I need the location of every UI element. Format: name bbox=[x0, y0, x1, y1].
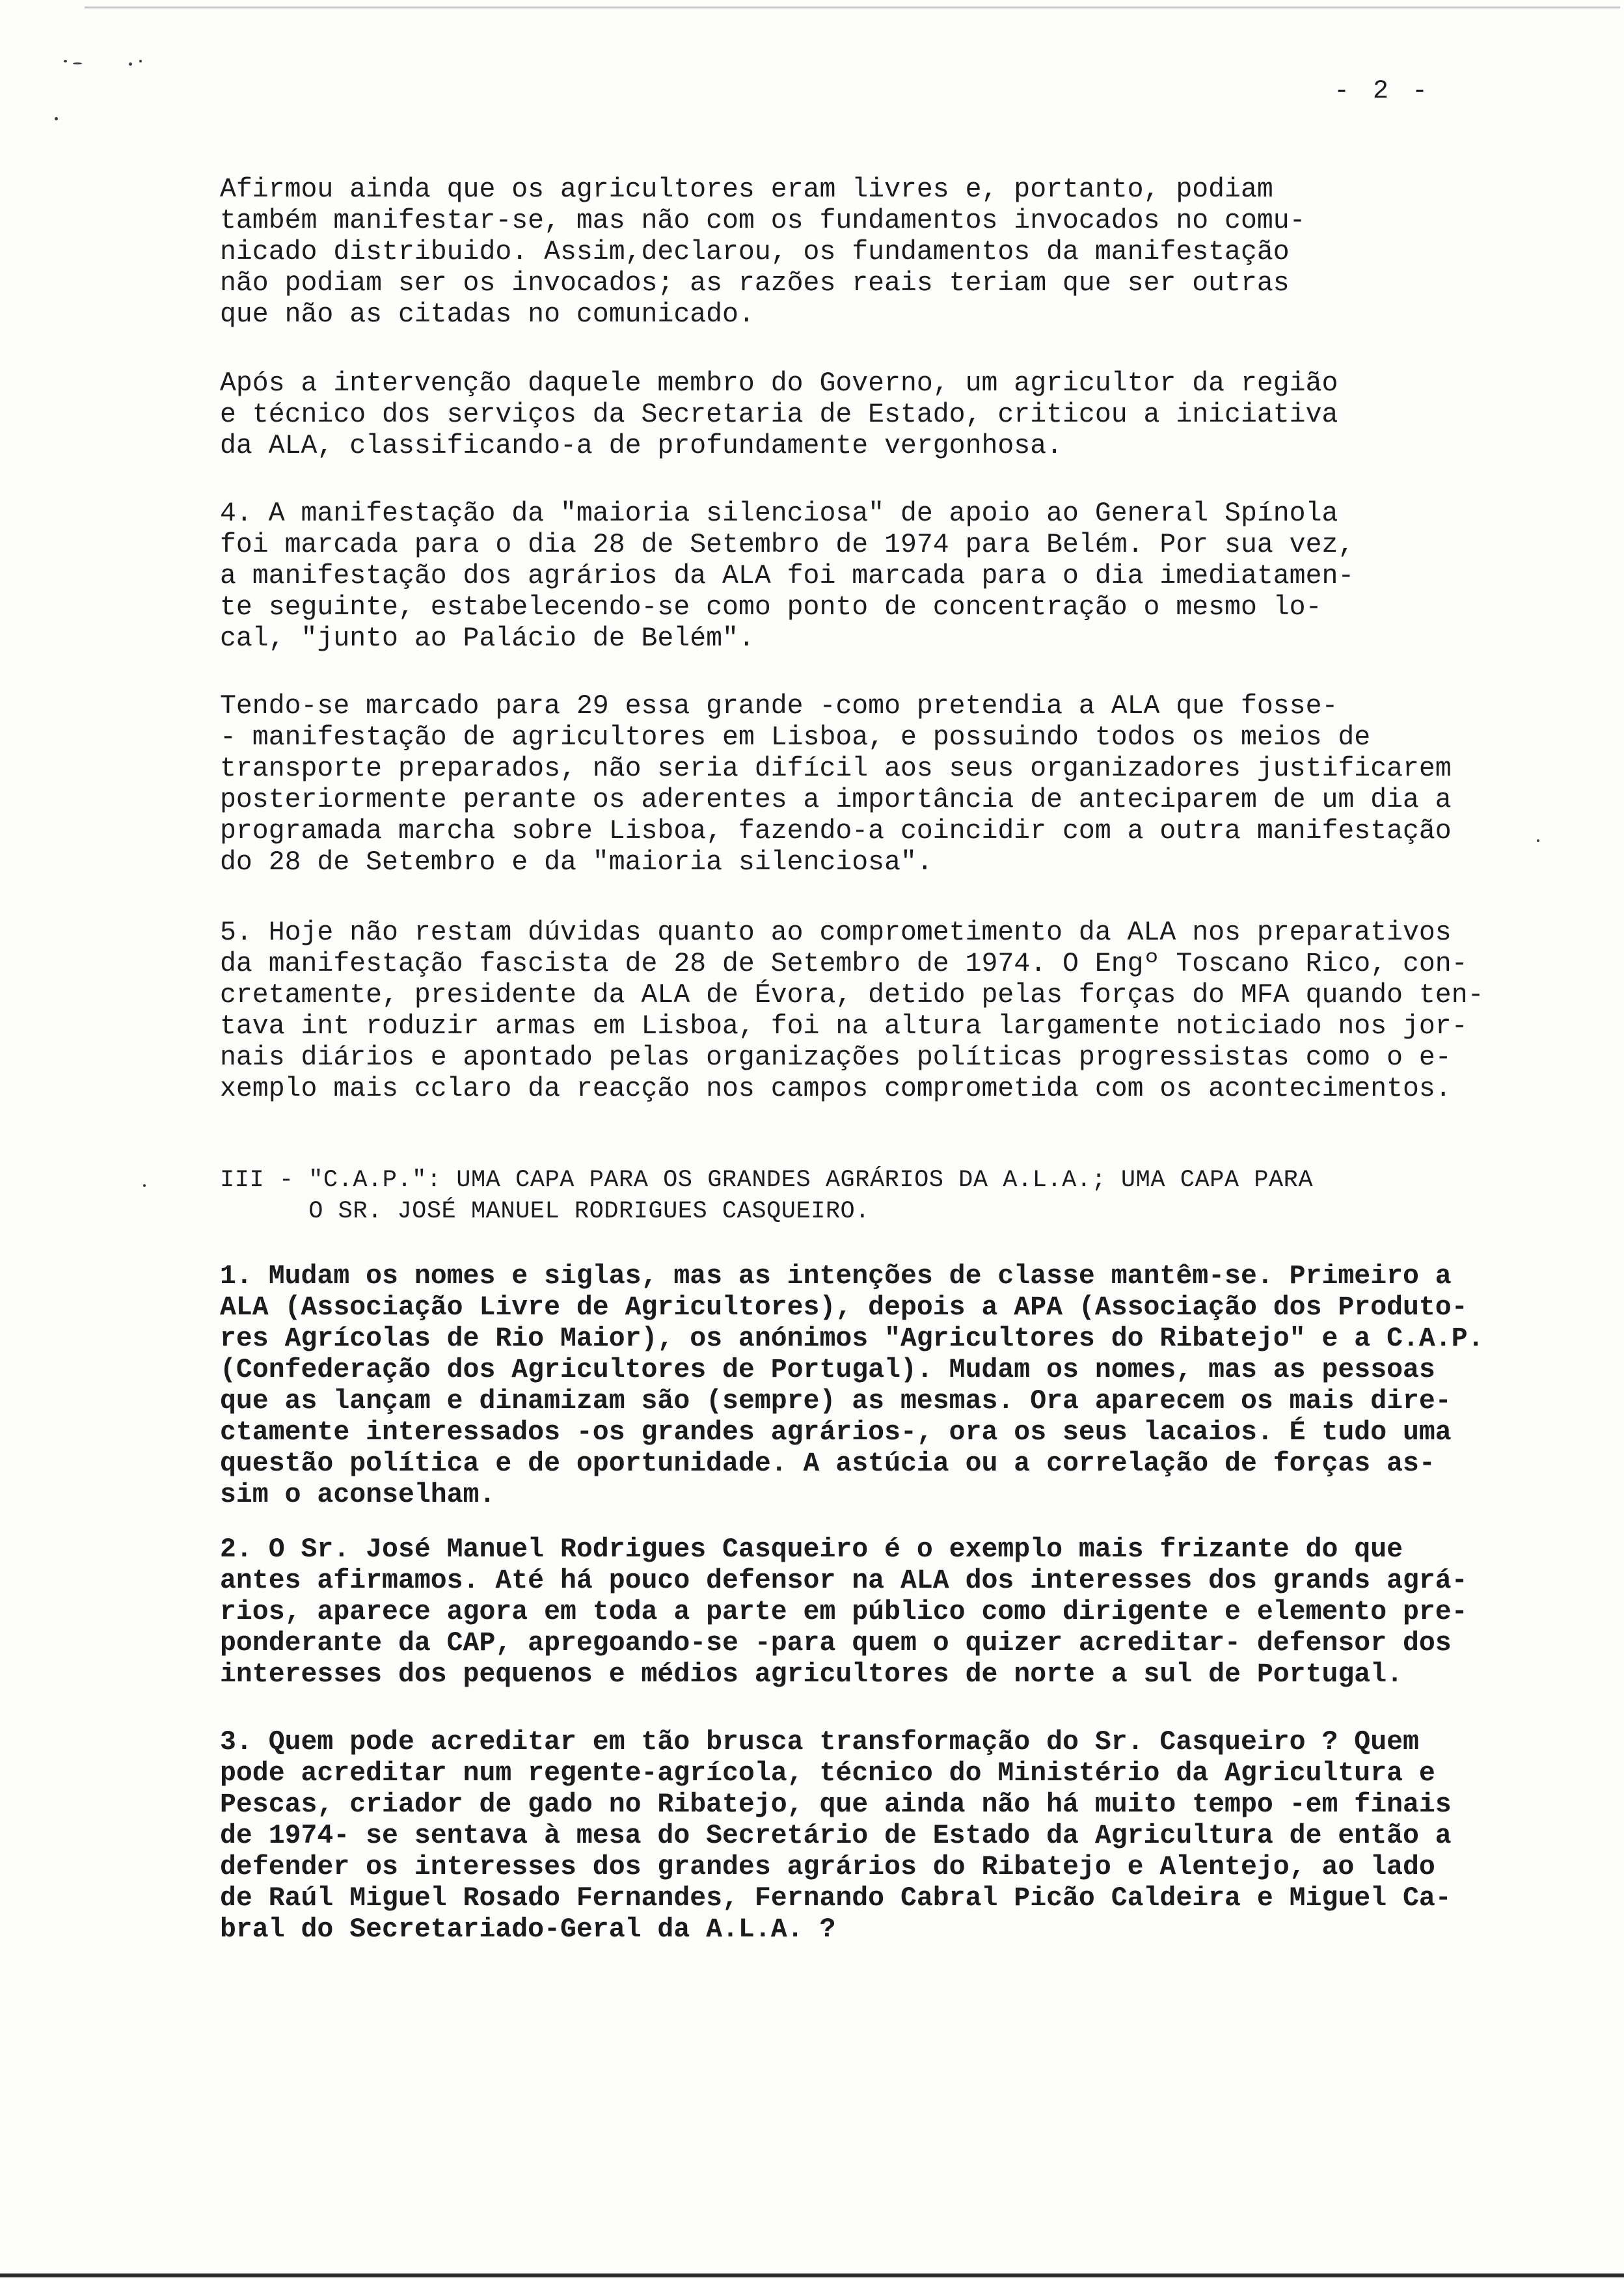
top-edge-rule bbox=[85, 7, 1620, 8]
scan-speck bbox=[143, 1184, 146, 1187]
scan-speck bbox=[129, 62, 132, 66]
paragraph-section-iii-point-1: 1. Mudam os nomes e siglas, mas as intenções de classe mantêm-se. Primeiro a ALA (Associação Livre de Agricultores), depois a APA (Associação dos Produto- res Agrícolas de Rio Maior), os anónimos "Agricultores do Ribatejo" e a C.A.P. (Confederação dos Agricultores de Portugal). Mudam os nomes, mas as pessoas que as lançam e dinamizam são (sempre) as mesmas. Ora aparecem os mais dire- ctamente interessados -os grandes agrários-, ora os seus lacaios. É tudo uma questão política e de oportunidade. A astúcia ou a correlação de forças as- sim o aconselham. bbox=[220, 1261, 1484, 1510]
paragraph-section-iii-point-3: 3. Quem pode acreditar em tão brusca transformação do Sr. Casqueiro ? Quem pode acreditar num regente-agrícola, técnico do Ministério da Agricultura e Pescas, criador de gado no Ribatejo, que ainda não há muito tempo -em finais de 1974- se sentava à mesa do Secretário de Estado da Agricultura de então a defender os interesses dos grandes agrários do Ribatejo e Alentejo, ao lado de Raúl Miguel Rosado Fernandes, Fernando Cabral Picão Caldeira e Miguel Ca- bral do Secretariado-Geral da A.L.A. ? bbox=[220, 1727, 1452, 1945]
scan-speck bbox=[55, 117, 58, 120]
scan-speck bbox=[73, 62, 82, 64]
paragraph-point-4: 4. A manifestação da "maioria silenciosa" de apoio ao General Spínola foi marcada para o dia 28 de Setembro de 1974 para Belém. Por sua vez, a manifestação dos agrários da ALA foi marcada para o dia imediatamen- te seguinte, estabelecendo-se como ponto de concentração o mesmo lo- cal, "junto ao Palácio de Belém". bbox=[220, 498, 1355, 654]
scan-speck bbox=[139, 60, 142, 62]
paragraph-intervention: Após a intervenção daquele membro do Governo, um agricultor da região e técnico dos serviços da Secretaria de Estado, criticou a iniciativa da ALA, classificando-a de profundamente vergonhosa. bbox=[220, 368, 1338, 461]
paragraph-section-iii-point-2: 2. O Sr. José Manuel Rodrigues Casqueiro é o exemplo mais frizante do que antes afirmamos. Até há pouco defensor na ALA dos interesses dos grands agrá- rios, aparece agora em toda a parte em público como dirigente e elemento pre- ponderante da CAP, apregoando-se -para quem o quizer acreditar- defensor dos interesses dos pequenos e médios agricultores de norte a sul de Portugal. bbox=[220, 1534, 1468, 1690]
bottom-edge-rule bbox=[0, 2273, 1624, 2277]
page-number: - 2 - bbox=[1334, 77, 1432, 106]
paragraph-farmers-free: Afirmou ainda que os agricultores eram livres e, portanto, podiam também manifestar-se, mas não com os fundamentos invocados no comu- nicado distribuido. Assim,declarou, os fundamentos da manifestação não podiam ser os invocados; as razões reais teriam que ser outras que não as citadas no comunicado. bbox=[220, 174, 1306, 330]
paragraph-point-5: 5. Hoje não restam dúvidas quanto ao comprometimento da ALA nos preparativos da manifestação fascista de 28 de Setembro de 1974. O Engº Toscano Rico, con- cretamente, presidente da ALA de Évora, detido pelas forças do MFA quando ten- tava int roduzir armas em Lisboa, foi na altura largamente noticiado nos jor- nais diários e apontado pelas organizações políticas progressistas como o e- xemplo mais cclaro da reacção nos campos comprometida com os acontecimentos. bbox=[220, 917, 1484, 1104]
paragraph-march-lisbon: Tendo-se marcado para 29 essa grande -como pretendia a ALA que fosse- - manifestação de agricultores em Lisboa, e possuindo todos os meios de transporte preparados, não seria difícil aos seus organizadores justificarem posteriormente perante os aderentes a importância de anteciparem de um dia a programada marcha sobre Lisboa, fazendo-a coincidir com a outra manifestação do 28 de Setembro e da "maioria silenciosa". bbox=[220, 691, 1452, 878]
scan-speck bbox=[64, 60, 67, 62]
section-heading-iii: III - "C.A.P.": UMA CAPA PARA OS GRANDES AGRÁRIOS DA A.L.A.; UMA CAPA PARA O SR. JOSÉ MANUEL RODRIGUES CASQUEIRO. bbox=[220, 1167, 1314, 1225]
